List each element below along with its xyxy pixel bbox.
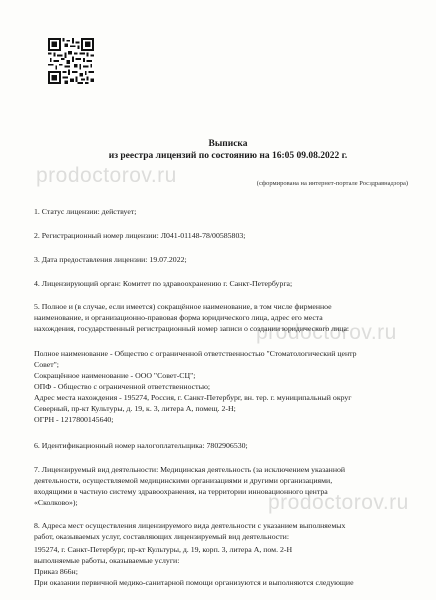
document-title: Выписка — [208, 139, 248, 149]
text-line: нахождения, государственный регистрационный номер записи о создании юридического лица: — [34, 324, 350, 333]
text-line: 5. Полное и (в случае, если имеется) сокращённое наименование, в том числе фирменное — [34, 302, 332, 311]
text-line: 7. Лицензируемый вид деятельности: Медицинская деятельность (за исключением указанной — [34, 465, 346, 474]
text-line: При оказании первичной медико-санитарной помощи организуются и выполняются следующие — [34, 578, 354, 587]
item-license-status: 1. Статус лицензии: действует; — [34, 207, 137, 216]
text-line: выполняемые работы, оказываемые услуги: — [34, 556, 180, 565]
text-line: Северный, пр-кт Культуры, д. 19, к. 3, литера А, помещ. 2-Н; — [34, 404, 236, 413]
text-line: ОПФ - Общество с ограниченной ответственностью; — [34, 382, 211, 391]
source-note: (сформирована на интернет-портале Росздравнадзора) — [256, 180, 408, 187]
item-activity-addresses — [34, 520, 414, 542]
text-line: входящими в частную систему здравоохранения, на территории инновационного центра — [34, 487, 328, 496]
watermark: prodoctorov.ru — [36, 164, 177, 187]
item-address-details — [34, 544, 414, 588]
qr-code-icon — [48, 38, 94, 84]
item-licensing-authority: 4. Лицензирующий орган: Комитет по здравоохранению г. Санкт-Петербурга; — [34, 279, 293, 288]
text-line: «Сколково»); — [34, 498, 78, 507]
text-line: ОГРН - 1217800145640; — [34, 415, 114, 424]
item-legal-entity-details — [34, 348, 414, 425]
text-line: Сокращённое наименование - ООО "Совет-СЦ"; — [34, 371, 196, 380]
document-subtitle: из реестра лицензий по состоянию на 16:05 09.08.2022 г. — [108, 151, 348, 161]
text-line: 8. Адреса мест осуществления лицензируемого вида деятельности с указанием выполняемых — [34, 521, 346, 530]
text-line: Полное наименование - Общество с ограниченной ответственностью "Стоматологический центр — [34, 349, 357, 358]
text-line: 195274, г. Санкт-Петербург, пр-кт Культуры, д. 19, корп. 3, литера А, пом. 2-Н — [34, 545, 293, 554]
text-line: Приказ 866н; — [34, 567, 78, 576]
text-line: Совет"; — [34, 360, 59, 369]
watermark: prodoctorov.ru — [268, 491, 409, 514]
text-line: Адрес места нахождения - 195274, Россия, г. Санкт-Петербург, вн. тер. г. муниципальный округ — [34, 393, 352, 402]
text-line: наименование, и организационно-правовая форма юридического лица, адрес его места — [34, 313, 323, 322]
watermark: prodoctorov.ru — [256, 321, 397, 344]
item-grant-date: 3. Дата предоставления лицензии: 19.07.2022; — [34, 255, 187, 264]
item-legal-entity-heading — [34, 301, 414, 334]
text-line: работ, оказываемых услуг, составляющих лицензируемый вид деятельности: — [34, 532, 289, 541]
item-taxpayer-id: 6. Идентификационный номер налогоплательщика: 7802906530; — [34, 441, 248, 450]
text-line: деятельности, осуществляемой медицинскими организациями и другими организациями, — [34, 476, 333, 485]
item-activity-type — [34, 464, 414, 508]
item-registration-number: 2. Регистрационный номер лицензии: Л041-01148-78/00585803; — [34, 231, 246, 240]
